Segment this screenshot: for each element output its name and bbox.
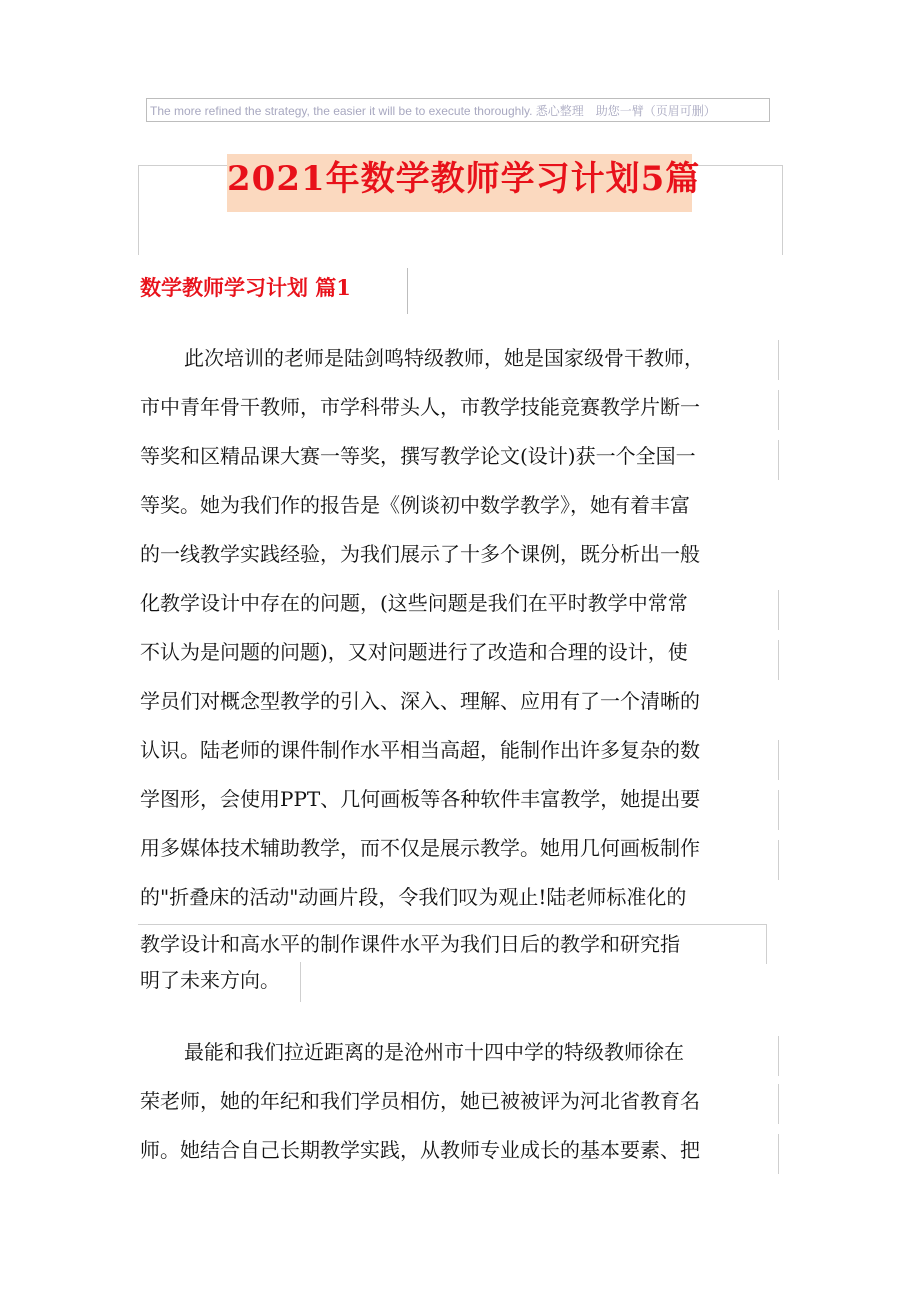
- paragraph-line: 明了未来方向。: [140, 968, 280, 992]
- paragraph-line: 学图形，会使用PPT、几何画板等各种软件丰富教学，她提出要: [140, 787, 701, 811]
- paragraph-line: 最能和我们拉近距离的是沧州市十四中学的特级教师徐在: [184, 1040, 684, 1064]
- paragraph-line: 学员们对概念型教学的引入、深入、理解、应用有了一个清晰的: [140, 689, 700, 713]
- frame-line: [778, 740, 779, 780]
- paragraph-1: [140, 334, 790, 922]
- frame-line: [300, 962, 301, 1002]
- frame-line: [778, 790, 779, 830]
- paragraph-line: 市中青年骨干教师，市学科带头人，市教学技能竞赛教学片断一: [140, 395, 700, 419]
- frame-line: [778, 1036, 779, 1076]
- frame-line: [778, 640, 779, 680]
- paragraph-line: 教学设计和高水平的制作课件水平为我们日后的教学和研究指: [140, 932, 680, 956]
- paragraph-3: [140, 1028, 790, 1175]
- header-english-text: The more refined the strategy, the easier it will be to execute thoroughly.: [150, 104, 533, 118]
- paragraph-line: 师。她结合自己长期教学实践，从教师专业成长的基本要素、把: [140, 1138, 700, 1162]
- paragraph-line: 等奖和区精品课大赛一等奖，撰写教学论文(设计)获一个全国一: [140, 444, 696, 468]
- paragraph-line: 不认为是问题的问题)，又对问题进行了改造和合理的设计，使: [140, 640, 688, 664]
- paragraph-line: 的一线教学实践经验，为我们展示了十多个课例，既分析出一般: [140, 542, 700, 566]
- section-heading-marker: [407, 268, 408, 314]
- paragraph-line: 的"折叠床的活动"动画片段，令我们叹为观止!陆老师标准化的: [140, 885, 687, 909]
- frame-line: [778, 440, 779, 480]
- title-frame-right: [782, 165, 783, 255]
- frame-line: [766, 924, 767, 964]
- paragraph-line: 化教学设计中存在的问题，(这些问题是我们在平时教学中常常: [140, 591, 688, 615]
- frame-line: [778, 390, 779, 430]
- title-frame-left: [138, 165, 139, 255]
- paragraph-2: [140, 926, 790, 998]
- frame-line: [778, 590, 779, 630]
- section-heading: 数学教师学习计划 篇1: [140, 275, 351, 300]
- paragraph-line: 等奖。她为我们作的报告是《例谈初中数学教学》，她有着丰富: [140, 493, 690, 517]
- frame-line: [778, 340, 779, 380]
- frame-line: [778, 1134, 779, 1174]
- paragraph-line: 认识。陆老师的课件制作水平相当高超，能制作出许多复杂的数: [140, 738, 700, 762]
- paragraph-line: 荣老师，她的年纪和我们学员相仿，她已被被评为河北省教育名: [140, 1089, 700, 1113]
- frame-line: [138, 924, 766, 925]
- frame-line: [778, 1084, 779, 1124]
- document-title: 2021年数学教师学习计划5篇: [227, 159, 701, 199]
- paragraph-line: 用多媒体技术辅助教学，而不仅是展示教学。她用几何画板制作: [140, 836, 700, 860]
- frame-line: [778, 840, 779, 880]
- header-chinese-text: 悉心整理 助您一臂（页眉可删）: [535, 104, 716, 118]
- page-header: [150, 102, 716, 119]
- paragraph-line: 此次培训的老师是陆剑鸣特级教师，她是国家级骨干教师，: [184, 346, 704, 370]
